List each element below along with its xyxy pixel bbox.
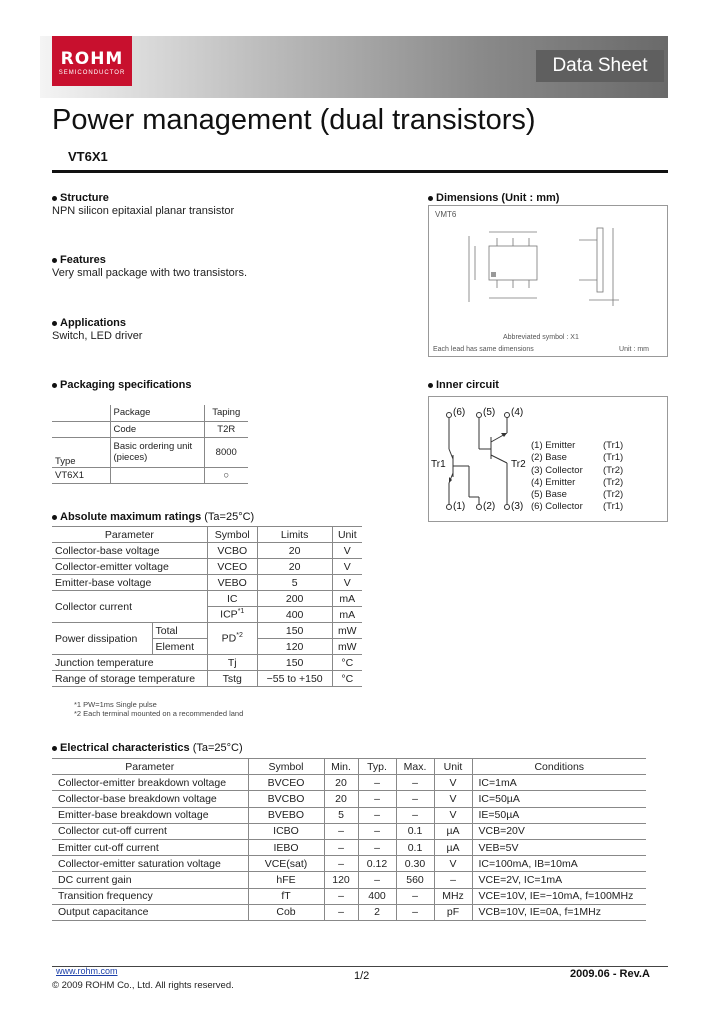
packaging-table <box>52 405 248 484</box>
table-cell: Collector current <box>52 591 207 623</box>
tr1-label: Tr1 <box>431 459 446 470</box>
table-row <box>52 888 646 904</box>
bullet-icon <box>428 383 433 388</box>
applications-text: Switch, LED driver <box>52 330 143 342</box>
table-cell: Collector-base breakdown voltage <box>52 791 248 807</box>
table-cell: 400 <box>358 888 396 904</box>
table-cell: ICBO <box>248 823 324 839</box>
bullet-icon <box>52 515 57 520</box>
table-cell: 0.30 <box>396 856 434 872</box>
table-cell: pF <box>434 904 472 920</box>
table-cell: 20 <box>257 559 332 575</box>
pin-4-label: (4) <box>511 407 524 418</box>
table-cell: IEBO <box>248 839 324 855</box>
bullet-icon <box>52 746 57 751</box>
table-row <box>52 775 646 791</box>
inner-circuit-box <box>428 396 668 522</box>
list-item: (4) Emitter (Tr2) <box>531 476 624 488</box>
table-cell: VCE(sat) <box>248 856 324 872</box>
title-rule <box>52 170 668 173</box>
table-cell: Collector-emitter voltage <box>52 559 207 575</box>
table-cell: Code <box>110 421 204 437</box>
structure-text: NPN silicon epitaxial planar transistor <box>52 205 235 217</box>
part-number: VT6X1 <box>68 149 108 164</box>
table-cell: V <box>332 543 362 559</box>
table-cell: IC <box>207 591 257 607</box>
table-cell: 20 <box>257 543 332 559</box>
table-cell: T2R <box>204 421 248 437</box>
table-cell: BVCBO <box>248 791 324 807</box>
table-header: Conditions <box>472 759 646 775</box>
table-row <box>52 575 362 591</box>
table-cell: – <box>324 823 358 839</box>
bullet-icon <box>52 321 57 326</box>
table-cell: V <box>434 807 472 823</box>
table-header: Typ. <box>358 759 396 775</box>
table-cell: – <box>396 888 434 904</box>
table-cell: 20 <box>324 775 358 791</box>
table-cell: Emitter-base breakdown voltage <box>52 807 248 823</box>
structure-heading: Structure <box>52 192 109 204</box>
table-row <box>52 559 362 575</box>
abs-max-heading: Absolute maximum ratings (Ta=25°C) <box>52 511 254 523</box>
table-cell: mW <box>332 623 362 639</box>
table-header: Max. <box>396 759 434 775</box>
table-cell: Cob <box>248 904 324 920</box>
table-row <box>52 872 646 888</box>
bullet-icon <box>428 196 433 201</box>
table-cell <box>52 405 110 421</box>
list-item: (1) Emitter (Tr1) <box>531 440 624 451</box>
footer-copyright: © 2009 ROHM Co., Ltd. All rights reserved. <box>52 980 234 991</box>
table-row <box>52 623 362 639</box>
table-row <box>52 591 362 607</box>
table-cell: 5 <box>257 575 332 591</box>
abs-max-table <box>52 526 362 687</box>
table-cell: – <box>358 823 396 839</box>
table-cell: – <box>396 791 434 807</box>
table-cell: 5 <box>324 807 358 823</box>
table-cell: Collector-emitter saturation voltage <box>52 856 248 872</box>
table-row <box>52 437 248 467</box>
table-row <box>52 671 362 687</box>
table-cell: 150 <box>257 655 332 671</box>
pin-3-label: (3) <box>511 501 524 512</box>
table-row <box>52 655 362 671</box>
features-heading: Features <box>52 254 106 266</box>
table-row <box>52 467 248 483</box>
table-row <box>52 807 646 823</box>
table-cell: – <box>358 775 396 791</box>
table-cell: Range of storage temperature <box>52 671 207 687</box>
table-cell: VCB=10V, IE=0A, f=1MHz <box>472 904 646 920</box>
pin-2-label: (2) <box>483 501 496 512</box>
table-cell: IC=50µA <box>472 791 646 807</box>
table-cell: VCEO <box>207 559 257 575</box>
table-header: Parameter <box>52 759 248 775</box>
lead-note: Each lead has same dimensions <box>433 346 534 353</box>
table-cell: – <box>434 872 472 888</box>
table-cell: mA <box>332 591 362 607</box>
table-cell: mA <box>332 607 362 623</box>
table-header: Limits <box>257 527 332 543</box>
table-cell: Emitter-base voltage <box>52 575 207 591</box>
table-cell: V <box>434 791 472 807</box>
table-cell: hFE <box>248 872 324 888</box>
table-header: Unit <box>332 527 362 543</box>
table-cell: IE=50µA <box>472 807 646 823</box>
table-cell: DC current gain <box>52 872 248 888</box>
dimensions-box <box>428 205 668 357</box>
features-text: Very small package with two transistors. <box>52 267 248 279</box>
table-row <box>52 421 248 437</box>
table-cell: BVCEO <box>248 775 324 791</box>
table-cell: Tj <box>207 655 257 671</box>
table-cell: 120 <box>257 639 332 655</box>
table-cell: Package <box>110 405 204 421</box>
table-cell: VEB=5V <box>472 839 646 855</box>
table-cell: – <box>396 775 434 791</box>
table-cell: IC=100mA, IB=10mA <box>472 856 646 872</box>
table-cell: mW <box>332 639 362 655</box>
table-cell <box>52 421 110 437</box>
table-cell: V <box>434 775 472 791</box>
table-cell: – <box>396 904 434 920</box>
table-row <box>52 856 646 872</box>
applications-heading: Applications <box>52 317 126 329</box>
table-cell: BVEBO <box>248 807 324 823</box>
elec-table <box>52 758 646 921</box>
table-cell: Junction temperature <box>52 655 207 671</box>
table-header: Unit <box>434 759 472 775</box>
table-cell: 200 <box>257 591 332 607</box>
table-cell: V <box>332 559 362 575</box>
pin-6-label: (6) <box>453 407 466 418</box>
table-header: Symbol <box>248 759 324 775</box>
table-cell: – <box>324 888 358 904</box>
table-row <box>52 543 362 559</box>
table-cell: 0.1 <box>396 823 434 839</box>
table-cell: ○ <box>204 467 248 483</box>
list-item: (3) Collector (Tr2) <box>531 464 624 476</box>
table-cell: 0.12 <box>358 856 396 872</box>
package-name: VMT6 <box>435 210 457 219</box>
bullet-icon <box>52 258 57 263</box>
table-cell: °C <box>332 655 362 671</box>
table-row <box>52 405 248 421</box>
table-row <box>52 904 646 920</box>
table-cell: Element <box>152 639 207 655</box>
table-cell: 400 <box>257 607 332 623</box>
footer-url-link[interactable]: www.rohm.com <box>56 966 118 976</box>
table-cell: Collector-emitter breakdown voltage <box>52 775 248 791</box>
table-cell: 150 <box>257 623 332 639</box>
list-item: (5) Base (Tr2) <box>531 489 624 501</box>
table-cell: – <box>358 807 396 823</box>
table-cell: Taping <box>204 405 248 421</box>
table-cell: µA <box>434 839 472 855</box>
table-cell: Emitter cut-off current <box>52 839 248 855</box>
table-cell: °C <box>332 671 362 687</box>
table-cell: VCE=2V, IC=1mA <box>472 872 646 888</box>
table-cell: Output capacitance <box>52 904 248 920</box>
table-cell: VCB=20V <box>472 823 646 839</box>
marking-note: Abbreviated symbol : X1 <box>503 334 579 341</box>
table-header: Min. <box>324 759 358 775</box>
table-cell: Transition frequency <box>52 888 248 904</box>
table-cell: Total <box>152 623 207 639</box>
pin-1-label: (1) <box>453 501 466 512</box>
package-drawing <box>429 206 667 336</box>
table-cell: 0.1 <box>396 839 434 855</box>
bullet-icon <box>52 383 57 388</box>
table-cell: MHz <box>434 888 472 904</box>
table-cell: – <box>358 839 396 855</box>
table-row <box>52 791 646 807</box>
page-number: 1/2 <box>354 970 370 982</box>
table-cell: Power dissipation <box>52 623 152 655</box>
table-cell: – <box>324 839 358 855</box>
pin-list <box>531 440 623 514</box>
pin-5-label: (5) <box>483 407 496 418</box>
revision: 2009.06 - Rev.A <box>570 968 650 980</box>
table-cell: – <box>358 791 396 807</box>
rohm-logo <box>52 36 132 86</box>
table-cell: 120 <box>324 872 358 888</box>
table-cell: 8000 <box>204 437 248 467</box>
table-cell: Collector cut-off current <box>52 823 248 839</box>
table-header: Parameter <box>52 527 207 543</box>
logo-brand: ROHM <box>60 49 124 69</box>
logo-sub: SEMICONDUCTOR <box>58 70 126 76</box>
table-cell: VCBO <box>207 543 257 559</box>
table-row <box>52 759 646 775</box>
footnote: *2 Each terminal mounted on a recommended land <box>74 709 244 718</box>
table-cell: VCE=10V, IE=−10mA, f=100MHz <box>472 888 646 904</box>
table-cell: 560 <box>396 872 434 888</box>
list-item: (6) Collector (Tr1) <box>531 501 624 513</box>
bullet-icon <box>52 196 57 201</box>
table-cell: 20 <box>324 791 358 807</box>
elec-heading: Electrical characteristics (Ta=25°C) <box>52 742 243 754</box>
table-cell: V <box>434 856 472 872</box>
table-cell: – <box>396 807 434 823</box>
table-cell: – <box>324 856 358 872</box>
tr2-label: Tr2 <box>511 459 526 470</box>
table-header: Symbol <box>207 527 257 543</box>
table-cell: VEBO <box>207 575 257 591</box>
table-cell: Basic ordering unit (pieces) <box>110 437 204 467</box>
table-row <box>52 527 362 543</box>
list-item: (2) Base (Tr1) <box>531 452 624 464</box>
table-cell: PD$^{*2}$ <box>207 623 257 655</box>
unit-note: Unit : mm <box>619 346 649 353</box>
table-cell: Tstg <box>207 671 257 687</box>
table-cell: fT <box>248 888 324 904</box>
doc-type-label: Data Sheet <box>536 50 664 82</box>
table-cell: ICP$^{*1}$ <box>207 607 257 623</box>
footer-rule <box>52 966 668 967</box>
table-cell: V <box>332 575 362 591</box>
page-title: Power management (dual transistors) <box>52 104 536 136</box>
table-cell <box>110 467 204 483</box>
footnote: *1 PW=1ms Single pulse <box>74 700 157 709</box>
table-cell: – <box>324 904 358 920</box>
inner-circuit-heading: Inner circuit <box>428 379 499 391</box>
table-row <box>52 839 646 855</box>
table-row <box>52 823 646 839</box>
table-cell: Type <box>52 437 110 467</box>
packaging-heading: Packaging specifications <box>52 379 191 391</box>
table-cell: – <box>358 872 396 888</box>
table-cell: IC=1mA <box>472 775 646 791</box>
table-cell: Collector-base voltage <box>52 543 207 559</box>
table-cell: VT6X1 <box>52 467 110 483</box>
table-cell: −55 to +150 <box>257 671 332 687</box>
abs-max-notes <box>74 700 243 718</box>
table-cell: µA <box>434 823 472 839</box>
dimensions-heading: Dimensions (Unit : mm) <box>428 192 559 204</box>
table-cell: 2 <box>358 904 396 920</box>
